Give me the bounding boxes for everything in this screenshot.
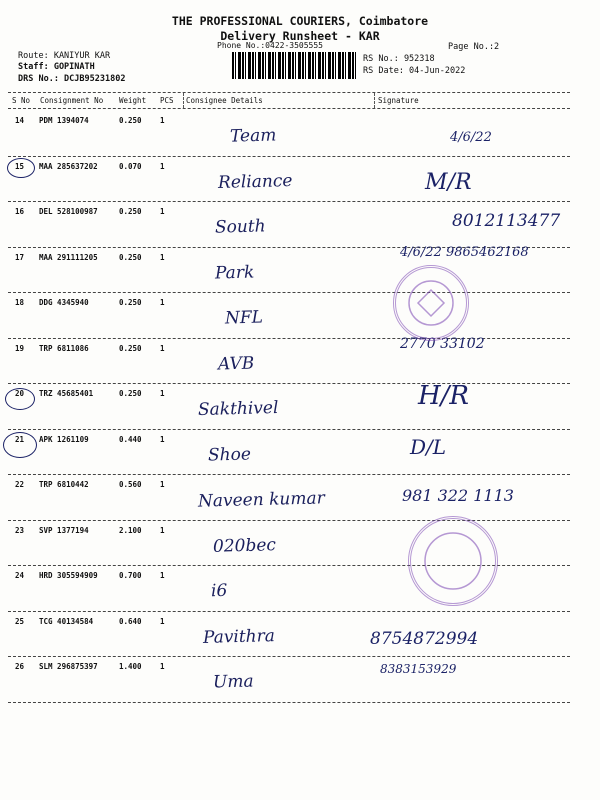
circle-mark: [5, 388, 35, 410]
header-top-divider: [8, 92, 570, 93]
row-sno: 18: [15, 298, 25, 307]
col-pcs: PCS: [160, 96, 174, 105]
row-divider: [8, 383, 570, 384]
staff: Staff: GOPINATH: [18, 62, 95, 72]
consignee-handwriting: Reliance: [217, 170, 293, 193]
row-pcs: 1: [160, 662, 165, 671]
row-sno: 23: [15, 525, 25, 535]
signature: 4/6/22 9865462168: [400, 244, 529, 260]
row-weight: 0.700: [119, 571, 142, 580]
signature: H/R: [418, 381, 470, 411]
col-weight: Weight: [119, 96, 147, 105]
signature: 981 322 1113: [402, 486, 514, 505]
row-pcs: 1: [160, 298, 165, 307]
consignee-handwriting: Naveen kumar: [197, 488, 325, 512]
row-pcs: 1: [160, 480, 165, 489]
row-pcs: 1: [160, 343, 165, 353]
signature: M/R: [425, 169, 472, 195]
row-consignment: HRD 305594909: [39, 571, 98, 580]
row-sno: 14: [15, 116, 25, 125]
column-divider: [183, 93, 184, 108]
row-weight: 0.250: [119, 252, 142, 262]
row-pcs: 1: [160, 252, 165, 262]
row-sno: 16: [15, 207, 25, 216]
row-sno: 22: [15, 480, 25, 489]
row-weight: 0.250: [119, 116, 142, 125]
company-name: THE PROFESSIONAL COURIERS, Coimbatore: [171, 14, 429, 28]
column-divider: [374, 93, 375, 108]
row-consignment: TRZ 45685401: [39, 389, 94, 398]
circle-mark: [7, 158, 35, 178]
row-divider: [8, 611, 570, 612]
row-pcs: 1: [160, 571, 165, 580]
signature: 8754872994: [370, 628, 479, 649]
row-weight: 0.440: [119, 434, 142, 444]
row-consignment: APK 1261109: [39, 434, 89, 444]
row-pcs: 1: [160, 389, 165, 398]
row-consignment: SLM 296875397: [39, 662, 98, 671]
consignee-handwriting: i6: [210, 580, 228, 602]
company-stamp: [393, 265, 469, 341]
consignee-handwriting: NFL: [224, 307, 264, 329]
row-weight: 0.640: [119, 616, 142, 626]
row-sno: 19: [15, 343, 25, 353]
row-weight: 0.560: [119, 480, 142, 489]
col-consignee: Consignee Details: [186, 96, 263, 105]
consignee-handwriting: AVB: [217, 353, 255, 374]
row-divider: [8, 156, 570, 157]
barcode: [232, 52, 358, 79]
runsheet-title: [0, 14, 600, 44]
row-weight: 0.250: [119, 343, 142, 353]
row-consignment: SVP 1377194: [39, 525, 89, 535]
row-consignment: DEL 528100987: [39, 207, 98, 216]
row-weight: 0.250: [119, 207, 142, 216]
consignee-handwriting: Uma: [212, 671, 254, 693]
row-consignment: TRP 6811086: [39, 343, 89, 353]
consignee-handwriting: South: [214, 216, 266, 238]
row-sno: 15: [15, 161, 25, 171]
row-pcs: 1: [160, 207, 165, 216]
row-consignment: TRP 6810442: [39, 480, 89, 489]
row-pcs: 1: [160, 161, 165, 171]
row-consignment: DDG 4345940: [39, 298, 89, 307]
row-consignment: PDM 1394074: [39, 116, 89, 125]
consignee-handwriting: Team: [229, 125, 277, 147]
row-sno: 25: [15, 616, 25, 626]
page-number: Page No.:2: [448, 42, 500, 52]
col-sno: S No: [12, 96, 31, 105]
phone-number: Phone No.:0422-3505555: [217, 41, 323, 50]
consignee-handwriting: Shoe: [207, 443, 252, 466]
row-divider: [8, 474, 570, 475]
row-weight: 2.100: [119, 525, 142, 535]
row-consignment: MAA 291111205: [39, 252, 98, 262]
automobile-stamp: [408, 516, 498, 606]
row-weight: 0.070: [119, 161, 142, 171]
row-pcs: 1: [160, 616, 165, 626]
row-divider: [8, 429, 570, 430]
row-divider: [8, 292, 570, 293]
row-sno: 17: [15, 252, 25, 262]
row-divider: [8, 656, 570, 657]
row-pcs: 1: [160, 525, 165, 535]
row-sno: 21: [15, 434, 25, 444]
row-weight: 0.250: [119, 298, 142, 307]
row-sno: 20: [15, 389, 25, 398]
signature: 8383153929: [380, 662, 457, 676]
row-consignment: TCG 40134584: [39, 616, 94, 626]
consignee-handwriting: 020bec: [212, 534, 277, 557]
signature: D/L: [410, 434, 447, 459]
rs-number: RS No.: 952318: [363, 54, 435, 64]
row-divider: [8, 338, 570, 339]
consignee-handwriting: Pavithra: [202, 625, 276, 648]
route: Route: KANIYUR KAR: [18, 51, 111, 61]
runsheet-name: Delivery Runsheet - KAR: [220, 29, 380, 43]
consignee-handwriting: Sakthivel: [197, 397, 279, 421]
signature: 2770 33102: [400, 335, 485, 352]
col-consignment: Consignment No: [40, 96, 104, 105]
row-weight: 0.250: [119, 389, 142, 398]
row-consignment: MAA 285637202: [39, 161, 98, 171]
row-sno: 24: [15, 571, 25, 580]
row-weight: 1.400: [119, 662, 142, 671]
row-divider: [8, 702, 570, 703]
header-bottom-divider: [8, 108, 570, 109]
col-signature: Signature: [378, 96, 419, 105]
row-pcs: 1: [160, 116, 165, 125]
circle-mark: [3, 432, 37, 458]
signature: 4/6/22: [450, 130, 492, 145]
row-divider: [8, 201, 570, 202]
row-sno: 26: [15, 662, 25, 671]
consignee-handwriting: Park: [214, 261, 255, 284]
signature: 8012113477: [452, 211, 561, 231]
drs-number: DRS No.: DCJB95231802: [18, 74, 126, 84]
row-pcs: 1: [160, 434, 165, 444]
rs-date: RS Date: 04-Jun-2022: [363, 66, 466, 76]
